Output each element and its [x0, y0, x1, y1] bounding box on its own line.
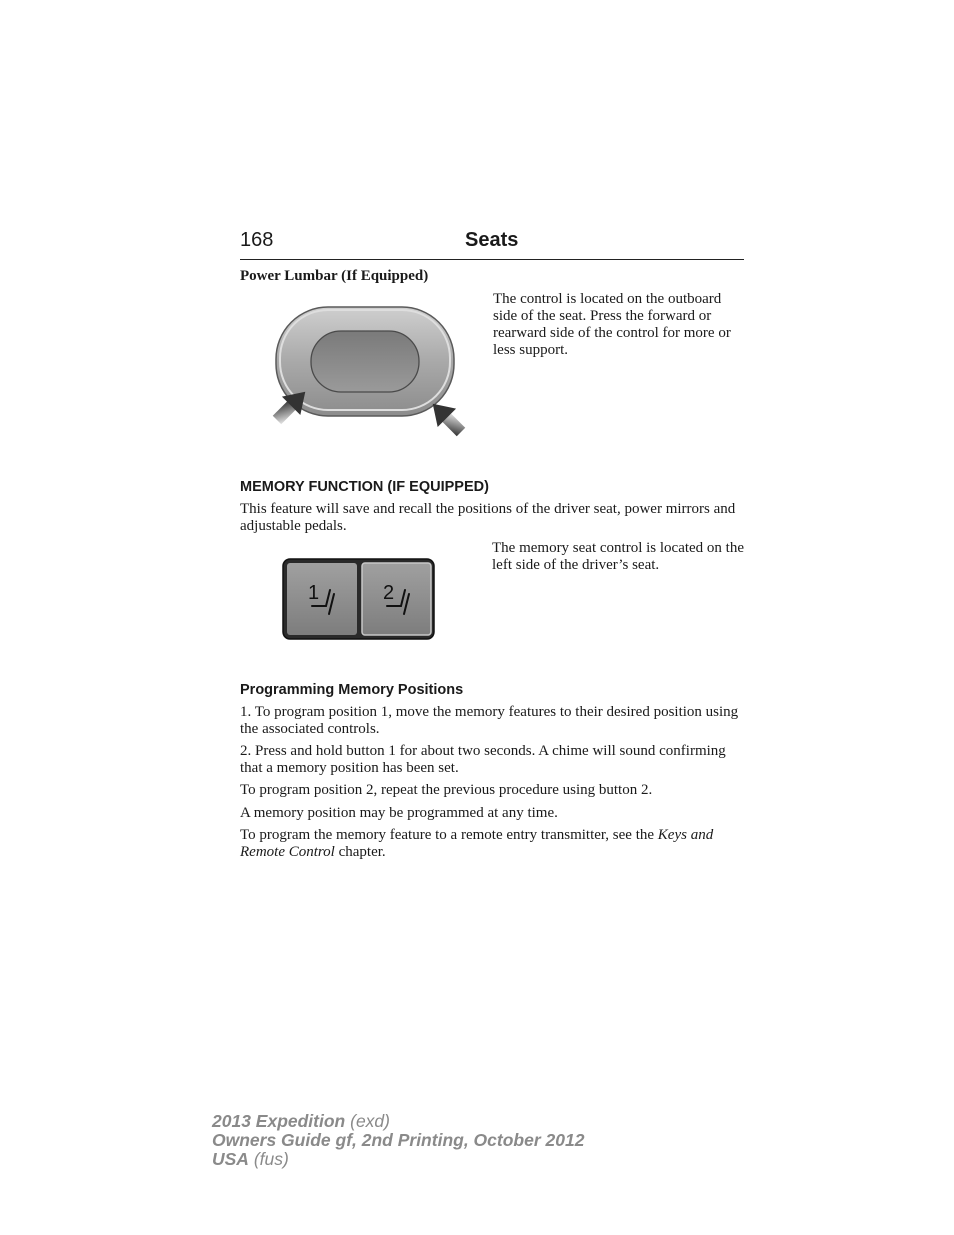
footer-printing: Owners Guide gf, 2nd Printing, October 2012	[212, 1130, 585, 1150]
footer-model-name: 2013 Expedition	[212, 1111, 346, 1131]
memory-location-text: The memory seat control is located on the left side of the driver’s seat.	[492, 540, 745, 573]
lumbar-description: The control is located on the outboard side of the seat. Press the forward or rearward side of the control for more or less support.	[493, 291, 731, 358]
memory-button-1	[308, 582, 328, 606]
memory-intro: This feature will save and recall the positions of the driver seat, power mirrors and adjustable pedals.	[240, 501, 736, 534]
programming-step-3: To program position 2, repeat the previous procedure using button 2.	[240, 782, 653, 798]
step5-prefix: To program the memory feature to a remote entry transmitter, see the	[240, 827, 658, 843]
footer-market-name: USA	[212, 1149, 249, 1169]
footer-model	[212, 1112, 390, 1131]
memory-button-2-label: 2	[383, 582, 395, 604]
programming-step-2: 2. Press and hold button 1 for about two seconds. A chime will sound confirming that a memory position has been set.	[240, 743, 726, 776]
footer-model-code: (exd)	[345, 1111, 390, 1131]
footer-market-code: (fus)	[248, 1149, 289, 1169]
footer-market	[212, 1150, 289, 1169]
chapter-reference: Keys and Remote Control	[240, 827, 714, 860]
step5-suffix: chapter.	[334, 844, 386, 860]
memory-control-illustration	[282, 558, 436, 642]
programming-heading: Programming Memory Positions	[240, 682, 464, 698]
page-number: 168	[240, 229, 274, 251]
lumbar-heading: Power Lumbar (If Equipped)	[240, 268, 429, 284]
programming-step-1: 1. To program position 1, move the memory features to their desired position using the associated controls.	[240, 704, 739, 737]
programming-step-5	[240, 827, 745, 861]
page-title: Seats	[465, 229, 519, 251]
lumbar-control-illustration	[255, 300, 477, 446]
programming-step-4: A memory position may be programmed at any time.	[240, 805, 558, 821]
header-rule	[240, 259, 744, 260]
memory-button-2	[383, 582, 403, 606]
memory-button-1-label: 1	[308, 582, 320, 604]
memory-heading: MEMORY FUNCTION (IF EQUIPPED)	[240, 479, 489, 495]
